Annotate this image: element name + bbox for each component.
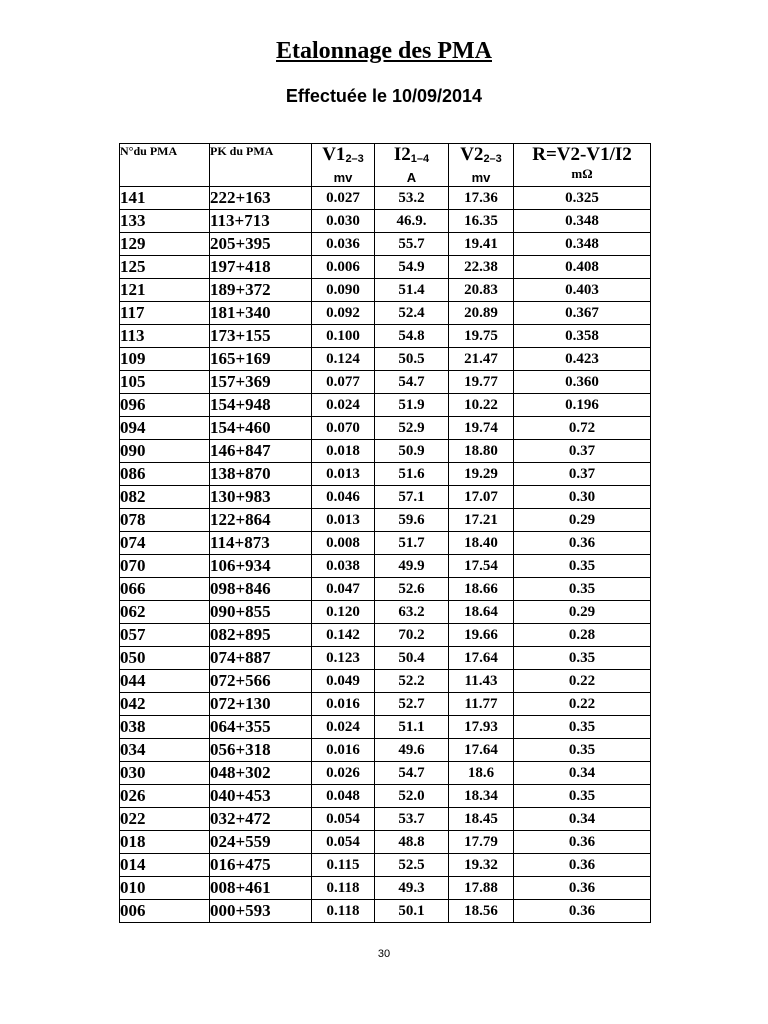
i2-cell: 54.9	[375, 256, 449, 279]
header-pma-number: N°du PMA	[120, 144, 210, 187]
table-row	[120, 739, 651, 762]
pma-number-cell: 109	[120, 348, 210, 371]
v2-cell: 17.36	[449, 187, 514, 210]
page-number: 30	[377, 948, 391, 960]
v1-cell: 0.016	[312, 739, 375, 762]
pk-cell: 154+948	[210, 394, 312, 417]
resistance-cell: 0.35	[514, 578, 651, 601]
i2-cell: 51.7	[375, 532, 449, 555]
pma-number-cell: 090	[120, 440, 210, 463]
header-v2-label: V2	[460, 144, 484, 165]
pk-cell: 048+302	[210, 762, 312, 785]
v2-cell: 17.88	[449, 877, 514, 900]
v2-cell: 19.29	[449, 463, 514, 486]
table-row	[120, 877, 651, 900]
i2-cell: 46.9.	[375, 210, 449, 233]
resistance-cell: 0.22	[514, 670, 651, 693]
resistance-cell: 0.348	[514, 233, 651, 256]
resistance-cell: 0.35	[514, 555, 651, 578]
pma-number-cell: 074	[120, 532, 210, 555]
pk-cell: 138+870	[210, 463, 312, 486]
resistance-cell: 0.34	[514, 762, 651, 785]
resistance-cell: 0.36	[514, 854, 651, 877]
pma-number-cell: 113	[120, 325, 210, 348]
header-v2	[449, 144, 514, 187]
i2-cell: 53.7	[375, 808, 449, 831]
header-pma-pk: PK du PMA	[210, 144, 312, 187]
table-row	[120, 394, 651, 417]
i2-cell: 51.1	[375, 716, 449, 739]
resistance-cell: 0.28	[514, 624, 651, 647]
resistance-cell: 0.367	[514, 302, 651, 325]
header-i2-label: I2	[393, 144, 411, 165]
header-v1-label: V1	[322, 144, 346, 165]
i2-cell: 63.2	[375, 601, 449, 624]
pma-number-cell: 034	[120, 739, 210, 762]
resistance-cell: 0.72	[514, 417, 651, 440]
pk-cell: 082+895	[210, 624, 312, 647]
v1-cell: 0.118	[312, 900, 375, 923]
v2-cell: 18.6	[449, 762, 514, 785]
header-v1	[312, 144, 375, 187]
resistance-cell: 0.29	[514, 601, 651, 624]
pma-number-cell: 086	[120, 463, 210, 486]
table-row	[120, 601, 651, 624]
pma-number-cell: 050	[120, 647, 210, 670]
pk-cell: 130+983	[210, 486, 312, 509]
pma-number-cell: 117	[120, 302, 210, 325]
table-row	[120, 578, 651, 601]
i2-cell: 52.5	[375, 854, 449, 877]
i2-cell: 52.4	[375, 302, 449, 325]
v1-cell: 0.054	[312, 808, 375, 831]
resistance-cell: 0.37	[514, 463, 651, 486]
i2-cell: 54.7	[375, 762, 449, 785]
v1-cell: 0.013	[312, 463, 375, 486]
v1-cell: 0.008	[312, 532, 375, 555]
table-row	[120, 555, 651, 578]
pk-cell: 114+873	[210, 532, 312, 555]
table-row	[120, 325, 651, 348]
header-v1-unit: mv	[333, 170, 353, 185]
table-row	[120, 831, 651, 854]
table-row	[120, 233, 651, 256]
pk-cell: 197+418	[210, 256, 312, 279]
v2-cell: 17.79	[449, 831, 514, 854]
header-i2	[375, 144, 449, 187]
resistance-cell: 0.30	[514, 486, 651, 509]
pk-cell: 072+130	[210, 693, 312, 716]
v2-cell: 17.07	[449, 486, 514, 509]
header-resistance-label: R=V2-V1/I2	[532, 144, 632, 165]
v2-cell: 17.21	[449, 509, 514, 532]
pk-cell: 205+395	[210, 233, 312, 256]
pma-number-cell: 057	[120, 624, 210, 647]
v1-cell: 0.047	[312, 578, 375, 601]
table-row	[120, 532, 651, 555]
pma-number-cell: 030	[120, 762, 210, 785]
resistance-cell: 0.348	[514, 210, 651, 233]
pk-cell: 146+847	[210, 440, 312, 463]
pma-number-cell: 105	[120, 371, 210, 394]
table-row	[120, 693, 651, 716]
table-row	[120, 302, 651, 325]
i2-cell: 51.6	[375, 463, 449, 486]
pk-cell: 008+461	[210, 877, 312, 900]
v2-cell: 20.83	[449, 279, 514, 302]
pk-cell: 032+472	[210, 808, 312, 831]
v2-cell: 10.22	[449, 394, 514, 417]
pk-cell: 222+163	[210, 187, 312, 210]
pk-cell: 074+887	[210, 647, 312, 670]
resistance-cell: 0.196	[514, 394, 651, 417]
v2-cell: 18.80	[449, 440, 514, 463]
pk-cell: 056+318	[210, 739, 312, 762]
v1-cell: 0.124	[312, 348, 375, 371]
pma-number-cell: 026	[120, 785, 210, 808]
v1-cell: 0.036	[312, 233, 375, 256]
v1-cell: 0.006	[312, 256, 375, 279]
pk-cell: 090+855	[210, 601, 312, 624]
pma-number-cell: 044	[120, 670, 210, 693]
v1-cell: 0.115	[312, 854, 375, 877]
pk-cell: 098+846	[210, 578, 312, 601]
pk-cell: 165+169	[210, 348, 312, 371]
v1-cell: 0.027	[312, 187, 375, 210]
header-resistance-unit: mΩ	[571, 166, 593, 181]
pma-number-cell: 010	[120, 877, 210, 900]
i2-cell: 52.0	[375, 785, 449, 808]
v2-cell: 18.66	[449, 578, 514, 601]
v2-cell: 16.35	[449, 210, 514, 233]
v2-cell: 18.34	[449, 785, 514, 808]
pk-cell: 016+475	[210, 854, 312, 877]
i2-cell: 50.1	[375, 900, 449, 923]
pk-cell: 173+155	[210, 325, 312, 348]
v2-cell: 19.32	[449, 854, 514, 877]
v1-cell: 0.024	[312, 394, 375, 417]
table-row	[120, 256, 651, 279]
pma-number-cell: 042	[120, 693, 210, 716]
pma-number-cell: 062	[120, 601, 210, 624]
i2-cell: 54.7	[375, 371, 449, 394]
i2-cell: 51.4	[375, 279, 449, 302]
v2-cell: 17.54	[449, 555, 514, 578]
table-row	[120, 440, 651, 463]
resistance-cell: 0.35	[514, 716, 651, 739]
resistance-cell: 0.36	[514, 900, 651, 923]
v2-cell: 19.66	[449, 624, 514, 647]
resistance-cell: 0.36	[514, 877, 651, 900]
pma-number-cell: 018	[120, 831, 210, 854]
pma-number-cell: 121	[120, 279, 210, 302]
v2-cell: 17.64	[449, 739, 514, 762]
i2-cell: 52.7	[375, 693, 449, 716]
pk-cell: 064+355	[210, 716, 312, 739]
i2-cell: 50.4	[375, 647, 449, 670]
table-row	[120, 279, 651, 302]
header-i2-subscript: 1–4	[410, 153, 430, 165]
resistance-cell: 0.360	[514, 371, 651, 394]
header-v2-subscript: 2–3	[483, 153, 502, 165]
i2-cell: 53.2	[375, 187, 449, 210]
v2-cell: 11.77	[449, 693, 514, 716]
v1-cell: 0.013	[312, 509, 375, 532]
pma-number-cell: 038	[120, 716, 210, 739]
i2-cell: 52.2	[375, 670, 449, 693]
pma-number-cell: 078	[120, 509, 210, 532]
resistance-cell: 0.22	[514, 693, 651, 716]
pk-cell: 106+934	[210, 555, 312, 578]
v1-cell: 0.046	[312, 486, 375, 509]
v1-cell: 0.018	[312, 440, 375, 463]
resistance-cell: 0.34	[514, 808, 651, 831]
v2-cell: 18.64	[449, 601, 514, 624]
table-body	[120, 187, 651, 923]
v1-cell: 0.038	[312, 555, 375, 578]
resistance-cell: 0.403	[514, 279, 651, 302]
i2-cell: 50.5	[375, 348, 449, 371]
i2-cell: 48.8	[375, 831, 449, 854]
table-row	[120, 348, 651, 371]
pma-number-cell: 125	[120, 256, 210, 279]
pk-cell: 189+372	[210, 279, 312, 302]
pk-cell: 154+460	[210, 417, 312, 440]
v2-cell: 19.74	[449, 417, 514, 440]
header-i2-unit: A	[406, 170, 417, 185]
pk-cell: 181+340	[210, 302, 312, 325]
v2-cell: 21.47	[449, 348, 514, 371]
table-header	[120, 144, 651, 187]
pk-cell: 040+453	[210, 785, 312, 808]
v1-cell: 0.120	[312, 601, 375, 624]
header-resistance	[514, 144, 651, 187]
pk-cell: 157+369	[210, 371, 312, 394]
pma-number-cell: 094	[120, 417, 210, 440]
table-row	[120, 463, 651, 486]
table-row	[120, 762, 651, 785]
resistance-cell: 0.37	[514, 440, 651, 463]
v1-cell: 0.118	[312, 877, 375, 900]
v2-cell: 18.45	[449, 808, 514, 831]
v2-cell: 22.38	[449, 256, 514, 279]
pma-number-cell: 066	[120, 578, 210, 601]
i2-cell: 70.2	[375, 624, 449, 647]
table-row	[120, 808, 651, 831]
i2-cell: 49.3	[375, 877, 449, 900]
pma-number-cell: 022	[120, 808, 210, 831]
v2-cell: 19.41	[449, 233, 514, 256]
v1-cell: 0.054	[312, 831, 375, 854]
resistance-cell: 0.358	[514, 325, 651, 348]
resistance-cell: 0.35	[514, 647, 651, 670]
resistance-cell: 0.36	[514, 532, 651, 555]
v2-cell: 18.56	[449, 900, 514, 923]
header-row	[120, 144, 651, 187]
document-title: Etalonnage des PMA	[276, 38, 492, 64]
pma-number-cell: 133	[120, 210, 210, 233]
v1-cell: 0.048	[312, 785, 375, 808]
v2-cell: 19.75	[449, 325, 514, 348]
calibration-table	[119, 143, 651, 923]
table-row	[120, 509, 651, 532]
pma-number-cell: 006	[120, 900, 210, 923]
v1-cell: 0.092	[312, 302, 375, 325]
resistance-cell: 0.29	[514, 509, 651, 532]
v2-cell: 19.77	[449, 371, 514, 394]
v1-cell: 0.070	[312, 417, 375, 440]
i2-cell: 54.8	[375, 325, 449, 348]
table-row	[120, 187, 651, 210]
i2-cell: 49.9	[375, 555, 449, 578]
pk-cell: 122+864	[210, 509, 312, 532]
pk-cell: 113+713	[210, 210, 312, 233]
pma-number-cell: 014	[120, 854, 210, 877]
pk-cell: 024+559	[210, 831, 312, 854]
i2-cell: 55.7	[375, 233, 449, 256]
table-row	[120, 486, 651, 509]
resistance-cell: 0.325	[514, 187, 651, 210]
v2-cell: 11.43	[449, 670, 514, 693]
pma-number-cell: 129	[120, 233, 210, 256]
table-row	[120, 417, 651, 440]
i2-cell: 59.6	[375, 509, 449, 532]
v1-cell: 0.016	[312, 693, 375, 716]
pma-number-cell: 096	[120, 394, 210, 417]
v2-cell: 18.40	[449, 532, 514, 555]
resistance-cell: 0.36	[514, 831, 651, 854]
table-row	[120, 716, 651, 739]
i2-cell: 51.9	[375, 394, 449, 417]
pma-number-cell: 141	[120, 187, 210, 210]
pma-number-cell: 070	[120, 555, 210, 578]
v2-cell: 20.89	[449, 302, 514, 325]
i2-cell: 52.6	[375, 578, 449, 601]
table-row	[120, 371, 651, 394]
v2-cell: 17.64	[449, 647, 514, 670]
resistance-cell: 0.35	[514, 739, 651, 762]
i2-cell: 50.9	[375, 440, 449, 463]
v2-cell: 17.93	[449, 716, 514, 739]
header-v1-subscript: 2–3	[345, 153, 364, 165]
table-row	[120, 785, 651, 808]
table-row	[120, 670, 651, 693]
i2-cell: 57.1	[375, 486, 449, 509]
v1-cell: 0.049	[312, 670, 375, 693]
table-row	[120, 854, 651, 877]
resistance-cell: 0.35	[514, 785, 651, 808]
v1-cell: 0.090	[312, 279, 375, 302]
i2-cell: 49.6	[375, 739, 449, 762]
pk-cell: 072+566	[210, 670, 312, 693]
table-row	[120, 624, 651, 647]
table-row	[120, 647, 651, 670]
resistance-cell: 0.423	[514, 348, 651, 371]
v1-cell: 0.077	[312, 371, 375, 394]
table-row	[120, 900, 651, 923]
header-v2-unit: mv	[471, 170, 491, 185]
v1-cell: 0.123	[312, 647, 375, 670]
v1-cell: 0.030	[312, 210, 375, 233]
v1-cell: 0.024	[312, 716, 375, 739]
pma-number-cell: 082	[120, 486, 210, 509]
document-subtitle: Effectuée le 10/09/2014	[285, 86, 483, 106]
pk-cell: 000+593	[210, 900, 312, 923]
v1-cell: 0.100	[312, 325, 375, 348]
resistance-cell: 0.408	[514, 256, 651, 279]
table-row	[120, 210, 651, 233]
i2-cell: 52.9	[375, 417, 449, 440]
v1-cell: 0.142	[312, 624, 375, 647]
v1-cell: 0.026	[312, 762, 375, 785]
